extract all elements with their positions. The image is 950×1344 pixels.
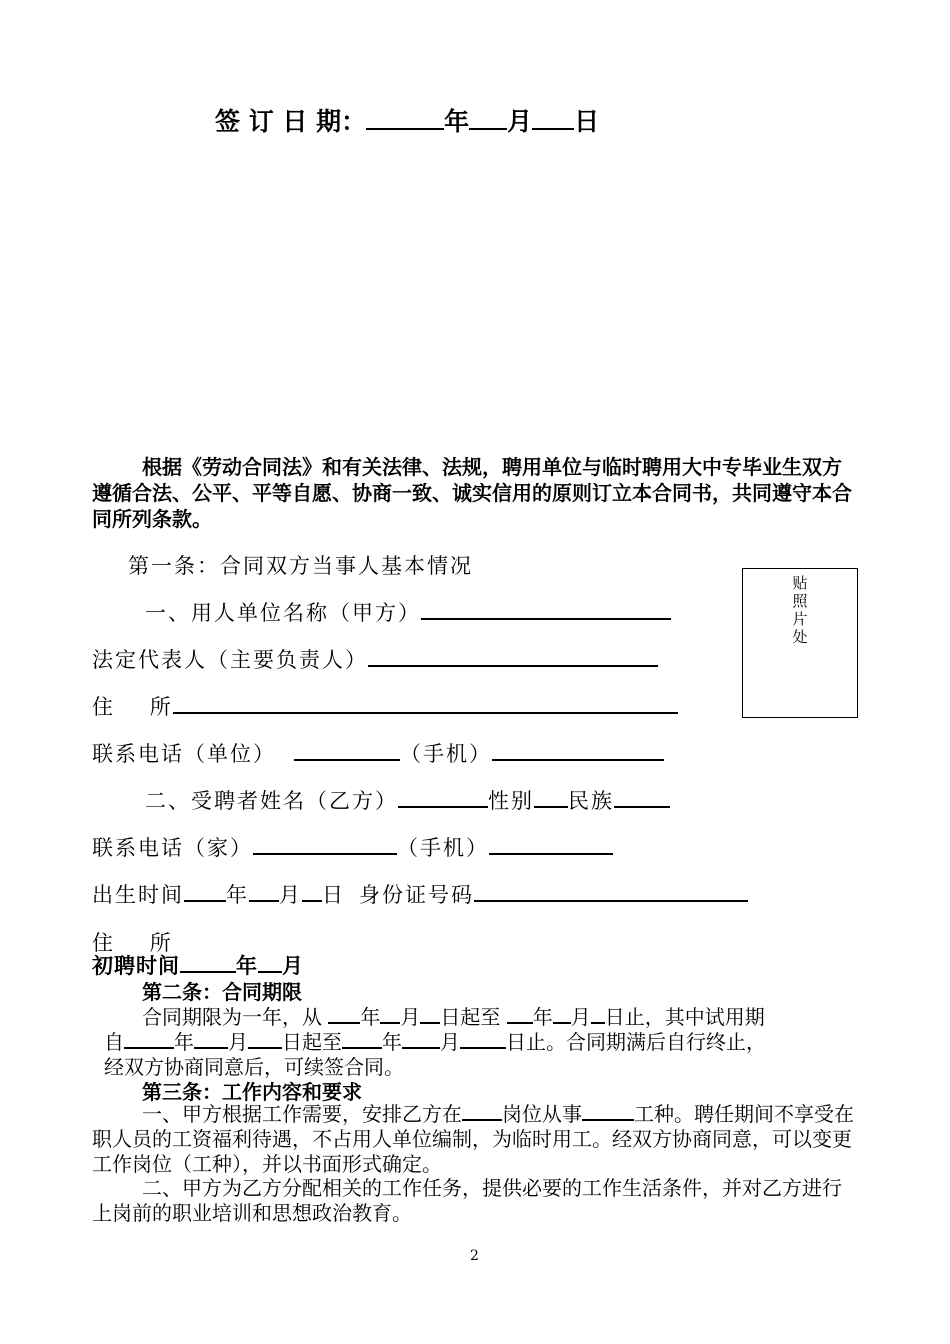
phone-mobile-blank	[492, 740, 664, 761]
trial-day-blank	[248, 1029, 282, 1049]
trial-day-from-label: 日起至	[282, 1030, 342, 1054]
trial-month-label: 月	[228, 1030, 248, 1054]
phone-home-label: 联系电话（家）	[92, 836, 253, 860]
article3-item2: 二、甲方为乙方分配相关的工作任务，提供必要的工作生活条件，并对乙方进行上岗前的职业培训和思想政治教育。	[92, 1176, 842, 1225]
hire-year-label: 年	[236, 953, 258, 978]
term-year-label: 年	[360, 1005, 381, 1029]
trial-end-label: 日止。合同期满后自行终止，	[506, 1030, 766, 1054]
trial-year-blank	[124, 1029, 174, 1049]
trial-day2-blank	[460, 1029, 506, 1049]
phone-mobile2-blank	[489, 834, 613, 855]
phone-home-line	[92, 832, 613, 862]
birth-time-label: 出生时间	[92, 883, 184, 907]
photo-box	[742, 568, 858, 718]
id-number-label: 身份证号码	[359, 883, 474, 907]
item1-text-b: 岗位从事	[502, 1102, 582, 1126]
employee-name-blank	[398, 787, 488, 808]
phone-mobile2-label: （手机）	[397, 836, 489, 860]
trial-year2-blank	[342, 1029, 382, 1049]
article3-title: 第三条：工作内容和要求	[142, 1080, 362, 1104]
trial-year-label: 年	[174, 1030, 194, 1054]
id-number-blank	[474, 881, 748, 902]
term-day2-blank	[591, 1004, 605, 1024]
term-month2-label: 月	[570, 1005, 591, 1029]
photo-box-label: 贴照片处	[792, 574, 808, 646]
residence-label: 住 所	[92, 931, 173, 955]
legal-rep-line	[92, 644, 658, 674]
phone-unit-label: 联系电话（单位）	[92, 742, 276, 766]
trial-month-blank	[194, 1029, 228, 1049]
item1-text-c: 工种。聘任期间不享受在职人员的工资福利待遇，不占用人单位编制，为临时用工。经双方协商同意，可以变更工作岗位（工种），并以书面形式确定。	[92, 1102, 854, 1176]
signing-month-label: 月	[507, 107, 533, 136]
address-label: 住 所	[92, 695, 173, 719]
blank-day	[532, 106, 574, 131]
ethnicity-label: 民族	[568, 789, 614, 813]
hire-month-blank	[258, 952, 282, 973]
article2-line3: 经双方协商同意后，可续签合同。	[104, 1055, 404, 1079]
phone-mobile-label: （手机）	[400, 742, 492, 766]
article1-title: 第一条：合同双方当事人基本情况	[128, 554, 473, 578]
address-blank	[173, 693, 678, 714]
phone-home-blank	[253, 834, 397, 855]
legal-rep-label: 法定代表人（主要负责人）	[92, 648, 368, 672]
employer-name-label: 一、用人单位名称（甲方）	[145, 601, 421, 625]
signing-year-label: 年	[444, 107, 470, 136]
term-month-blank	[380, 1004, 400, 1024]
gender-blank	[534, 787, 568, 808]
signing-date-label: 签 订 日 期：	[215, 107, 367, 136]
birth-line	[92, 879, 748, 909]
employee-line	[145, 785, 670, 815]
birth-year-blank	[184, 881, 226, 902]
hire-time-label: 初聘时间	[92, 953, 180, 978]
birth-month-blank	[249, 881, 279, 902]
term-day-blank	[420, 1004, 440, 1024]
ethnicity-blank	[614, 787, 670, 808]
term-month-label: 月	[400, 1005, 421, 1029]
phone-unit-line	[92, 738, 664, 768]
work-type-blank	[582, 1101, 634, 1121]
term-day-from-label: 日起至	[440, 1005, 507, 1029]
phone-unit-blank	[294, 740, 400, 761]
term-year2-blank	[507, 1004, 533, 1024]
term-month2-blank	[553, 1004, 571, 1024]
blank-year	[366, 106, 444, 131]
birth-month-label: 月	[279, 883, 302, 907]
intro-paragraph: 根据《劳动合同法》和有关法律、法规，聘用单位与临时聘用大中专毕业生双方遵循合法、公平、平等自愿、协商一致、诚实信用的原则订立本合同书，共同遵守本合同所列条款。	[92, 455, 852, 531]
birth-day-label: 日	[322, 883, 345, 907]
birth-year-label: 年	[226, 883, 249, 907]
employer-name-line	[145, 597, 671, 627]
signing-day-label: 日	[574, 107, 600, 136]
trial-from-label: 自	[104, 1030, 124, 1054]
term-year2-label: 年	[532, 1005, 553, 1029]
trial-year2-label: 年	[382, 1030, 402, 1054]
birth-day-blank	[302, 881, 322, 902]
legal-rep-blank	[368, 646, 658, 667]
article2-title: 第二条：合同期限	[142, 980, 302, 1004]
page-number: 2	[470, 1248, 479, 1264]
employee-name-label: 二、受聘者姓名（乙方）	[145, 789, 398, 813]
trial-month2-blank	[402, 1029, 440, 1049]
hire-month-label: 月	[282, 953, 304, 978]
term-text-a: 合同期限为一年，从	[142, 1005, 329, 1029]
blank-month	[469, 106, 507, 131]
term-end-label: 日止，其中试用期	[604, 1005, 765, 1029]
trial-month2-label: 月	[440, 1030, 460, 1054]
address-line	[92, 691, 678, 721]
item1-text-a: 一、甲方根据工作需要，安排乙方在	[142, 1102, 462, 1126]
employer-name-blank	[421, 599, 671, 620]
gender-label: 性别	[488, 789, 534, 813]
post-blank	[462, 1101, 502, 1121]
term-year-blank	[328, 1004, 360, 1024]
signing-date-line	[215, 102, 599, 138]
article3-item1	[92, 1101, 860, 1177]
hire-year-blank	[180, 952, 236, 973]
